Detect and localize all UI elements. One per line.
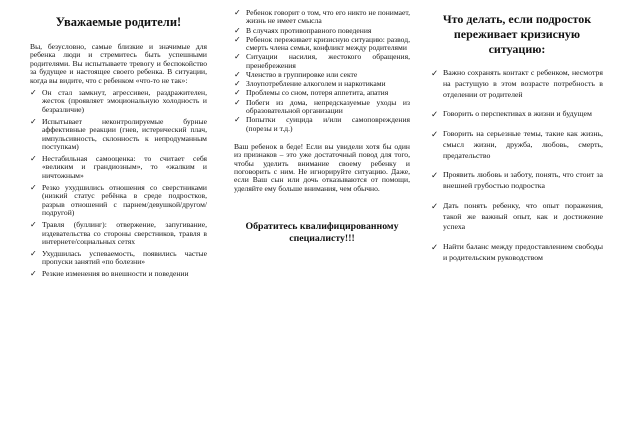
list-item: ✓ Проблемы со сном, потеря аппетита, апатия [234, 88, 389, 98]
check-icon: ✓ [234, 34, 241, 44]
check-icon: ✓ [234, 52, 241, 62]
column-what-to-do [431, 0, 603, 273]
what-to-do-title: Что делать, если подросток переживает кризисную ситуацию: [442, 12, 592, 56]
list-item: ✓ Ребенок переживает кризисную ситуацию: развод, смерть члена семьи, конфликт между родителями [234, 34, 410, 53]
check-icon: ✓ [234, 79, 241, 89]
check-icon: ✓ [30, 182, 37, 192]
list-item: ✓ Ухудшилась успеваемость, появились частые пропуски занятий «по болезни» [30, 248, 207, 267]
list-item: ✓ Резко ухудшились отношения со сверстниками (низкий статус ребёнка в среде подростков, разрыв отношений с парнем/девушкой/другом/подругой) [30, 182, 207, 218]
list-item: ✓ Говорить на серьезные темы, такие как жизнь, смысл жизни, дружба, любовь, смерть, предательство [431, 128, 603, 160]
check-icon: ✓ [431, 170, 439, 181]
advice-list [431, 68, 603, 264]
list-item: ✓ Он стал замкнут, агрессивен, раздражителен, жесток (проявляет эмоциональную холодность и безразличие) [30, 88, 207, 114]
check-icon: ✓ [234, 25, 241, 35]
list-item: ✓ В случаях противоправного поведения [234, 25, 372, 35]
check-icon: ✓ [234, 88, 241, 98]
list-item: ✓ Членство в группировке или секте [234, 70, 358, 80]
list-item: ✓ Говорить о перспективах в жизни и будущем [431, 109, 592, 120]
list-item: ✓ Испытывает неконтролируемые бурные аффективные реакции (гнев, истерический плач, импульсивность, склонность к непродуманным поступкам) [30, 116, 207, 152]
list-item: ✓ Травля (буллинг): отвержение, запугивание, издевательства со стороны сверстников, травля в интернете/социальных сетях [30, 220, 207, 246]
check-icon: ✓ [431, 242, 439, 253]
check-icon: ✓ [431, 128, 439, 139]
check-icon: ✓ [30, 154, 37, 164]
check-icon: ✓ [431, 109, 439, 120]
list-item: ✓ Проявить любовь и заботу, понять, что стоит за внешней грубостью подростка [431, 170, 603, 191]
parents-intro: Вы, безусловно, самые близкие и значимые для ребенка люди и стремитесь быть успешными родителями. Вы испытываете тревогу и беспокойство за будущее и настоящее своего ребенка. В ситуации, когда вы видите, что с ребенком «что-то не так»: [30, 42, 207, 85]
check-icon: ✓ [30, 269, 37, 279]
contact-specialist-callout: Обратитесь квалифицированному специалисту!!! [245, 221, 399, 245]
warning-signs-list [30, 89, 207, 279]
list-item: ✓ Попытки суицида и/или самоповреждения (порезы и т.д.) [234, 115, 410, 133]
check-icon: ✓ [234, 115, 241, 125]
list-item: ✓ Ребенок говорит о том, что его никто не понимает, жизнь не имеет смысла [234, 8, 410, 26]
check-icon: ✓ [30, 220, 37, 230]
list-item: ✓ Ситуации насилия, жестокого обращения, пренебрежения [234, 52, 410, 70]
list-item: ✓ Резкие изменения во внешности и поведении [30, 269, 189, 279]
check-icon: ✓ [431, 68, 439, 78]
warning-signs-list-continued [234, 9, 410, 133]
list-item: ✓ Нестабильная самооценка: то считает себя «великим и грандиозным», то «жалким и ничтожным» [30, 154, 207, 180]
check-icon: ✓ [234, 70, 241, 80]
check-icon: ✓ [431, 200, 439, 211]
check-icon: ✓ [30, 116, 37, 126]
list-item: ✓ Злоупотребление алкоголем и наркотиками [234, 79, 386, 89]
your-child-in-trouble-paragraph: Ваш ребенок в беде! Если вы увидели хотя бы один из признаков – это уже достаточный повод для того, чтобы уделить внимание своему ребенку и поговорить с ним. Не игнорируйте ситуацию. Даже, если Ваш сын или дочь отказываются от помощи, уделяйте ему больше внимания, чем обычно. [234, 141, 410, 193]
column-warning-signs [234, 0, 410, 245]
check-icon: ✓ [234, 97, 241, 107]
list-item: ✓ Найти баланс между предоставлением свободы и родительским руководством [431, 242, 603, 262]
column-parents [30, 0, 207, 282]
parents-title: Уважаемые родители! [55, 15, 182, 29]
list-item: ✓ Побеги из дома, непредсказуемые уходы из образовательной организации [234, 97, 410, 116]
list-item: ✓ Дать понять ребенку, что опыт поражения, такой же важный опыт, как и достижение успеха [431, 200, 603, 232]
check-icon: ✓ [234, 8, 241, 17]
list-item: ✓ Важно сохранять контакт с ребенком, несмотря на растущую в этом возрасте потребность в отделении от родителей [431, 68, 603, 99]
check-icon: ✓ [30, 248, 37, 258]
check-icon: ✓ [30, 88, 37, 98]
